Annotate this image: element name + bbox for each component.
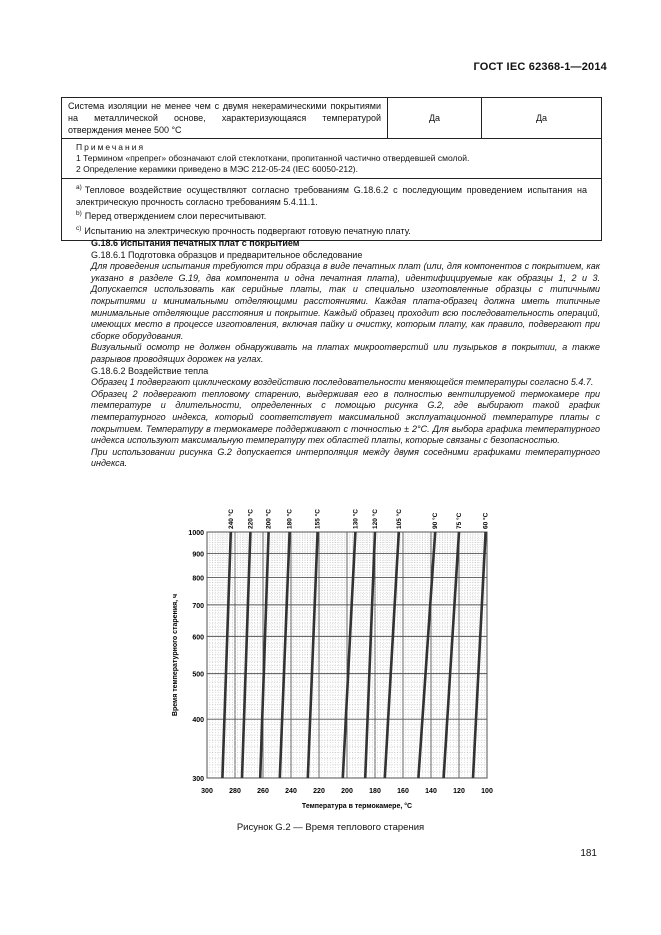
document-header: ГОСТ IEC 62368-1—2014 <box>473 61 607 73</box>
note-1: 1 Термином «препрег» обозначают слой стеклоткани, пропитанной частично отвердевшей смолой. <box>76 153 470 163</box>
x-tick-label: 240 <box>285 788 297 795</box>
y-tick-label: 1000 <box>188 530 204 537</box>
series-label: 130 °С <box>352 509 360 529</box>
table-cell-col3: Да <box>535 113 548 123</box>
y-tick-label: 600 <box>192 634 204 642</box>
subsection-heading-1: G.18.6.1 Подготовка образцов и предварительное обследование <box>91 249 363 260</box>
x-tick-label: 280 <box>229 788 241 795</box>
x-tick-label: 260 <box>257 788 269 795</box>
notes-heading: Примечания <box>76 142 146 152</box>
x-tick-label: 220 <box>313 788 325 795</box>
table-cell-description: Система изоляции не менее чем с двумя некерамическими покрытиями на металлической основе, характеризующаяся температурой отверждения менее 500 °С <box>62 98 388 138</box>
series-label: 90 °С <box>432 512 440 529</box>
y-tick-label: 400 <box>192 717 204 725</box>
x-tick-label: 100 <box>481 788 493 795</box>
x-tick-label: 140 <box>425 788 437 795</box>
x-axis-label: Температура в термокамере, °С <box>301 803 413 810</box>
series-label: 240 °С <box>227 509 235 529</box>
y-tick-label: 700 <box>192 602 204 610</box>
series-label: 200 °С <box>265 509 273 529</box>
y-tick-label: 300 <box>192 776 204 783</box>
series-label: 105 °С <box>395 509 403 529</box>
x-tick-label: 200 <box>341 788 353 795</box>
aging-time-chart <box>165 505 500 815</box>
paragraph-4: Образец 2 подвергают тепловому старению, выдерживая его в полностью вентилируемой термокамере при температуре и длительности, определенных с помощью рисунка G.2, где выбирают такой график температурного индекса, который соответствует максимальной эксплуатационной температуре платы с покрытием. Температуру в термокамере поддерживают с точностью ± 2°С. Для выбора графика температурного индекса используют максимальную температуру тех областей платы, которые связаны с безопасностью. <box>91 388 600 446</box>
table-row <box>62 98 601 139</box>
x-tick-label: 180 <box>369 788 381 795</box>
page-number: 181 <box>580 848 597 859</box>
y-tick-label: 500 <box>192 671 204 679</box>
series-line <box>473 532 486 778</box>
paragraph-3: Образец 1 подвергают циклическому воздействию последовательности меняющейся температуры согласно 5.4.7. <box>91 377 594 388</box>
y-tick-label: 900 <box>192 551 204 559</box>
section-heading: G.18.6 Испытания печатных плат с покрытием <box>91 238 300 248</box>
paragraph-2: Визуальный осмотр не должен обнаруживать на платах микроотверстий или пузырьков в покрытии, а также разрывов проводящих дорожек на углах. <box>91 342 600 364</box>
series-line <box>260 532 268 778</box>
series-line <box>418 532 435 778</box>
series-label: 180 °С <box>286 509 294 529</box>
series-label: 155 °С <box>314 509 322 529</box>
series-label: 220 °С <box>247 509 255 529</box>
section-body <box>91 238 600 470</box>
series-label: 60 °С <box>482 512 490 529</box>
series-line <box>444 532 459 778</box>
paragraph-1: Для проведения испытания требуются три образца в виде печатных плат (или, для компонентов с покрытием, как указано в разделе G.19, два компонента и одна печатная плата), идентифицируемые как образцы 1, 2 и 3. Допускается использовать как серийные платы, так и специально изготовленные образцы с типичными покрытиями и минимальными отделяющими расстояниями. Каждая плата-образец должна иметь типичные минимальные отделяющие расстояния и покрытие. Каждый образец проходит всю последовательность операций, имеющих место в процессе изготовления, включая пайку и очистку, которым плату, как правило, подвергают при сборке оборудования. <box>91 261 600 341</box>
note-2: 2 Определение керамики приведено в МЭС 212-05-24 (IEC 60050-212). <box>76 164 359 174</box>
table-footnotes <box>62 179 601 240</box>
y-tick-label: 800 <box>192 575 204 583</box>
x-tick-label: 300 <box>201 788 213 795</box>
footnote-a: $^{а)}$ Тепловое воздействие осуществляют согласно требованиям G.18.6.2 с последующим проведением испытания на электрическую прочность согласно требованиям 5.4.11.1. <box>76 184 587 207</box>
paragraph-5: При использовании рисунка G.2 допускается интерполяция между двумя соседними графиками температурного индекса. <box>91 446 600 469</box>
insulation-table <box>61 97 602 241</box>
series-label: 120 °С <box>372 509 379 529</box>
table-cell-col2: Да <box>388 98 482 138</box>
x-tick-label: 160 <box>397 788 409 795</box>
footnote-c: $^{с)}$ Испытанию на электрическую прочность подвергают готовую печатную плату. <box>76 224 411 236</box>
series-line <box>343 532 356 778</box>
footnote-b: $^{b)}$ Перед отверждением слои пересчитывают. <box>76 210 267 221</box>
table-notes <box>62 139 601 179</box>
figure-caption: Рисунок G.2 — Время теплового старения <box>236 822 425 833</box>
series-line <box>385 532 399 778</box>
x-tick-label: 120 <box>453 788 465 795</box>
subsection-heading-2: G.18.6.2 Воздействие тепла <box>91 365 209 376</box>
y-axis-label: Время температурного старения, ч <box>172 593 179 717</box>
series-label: 75 °С <box>456 512 463 529</box>
